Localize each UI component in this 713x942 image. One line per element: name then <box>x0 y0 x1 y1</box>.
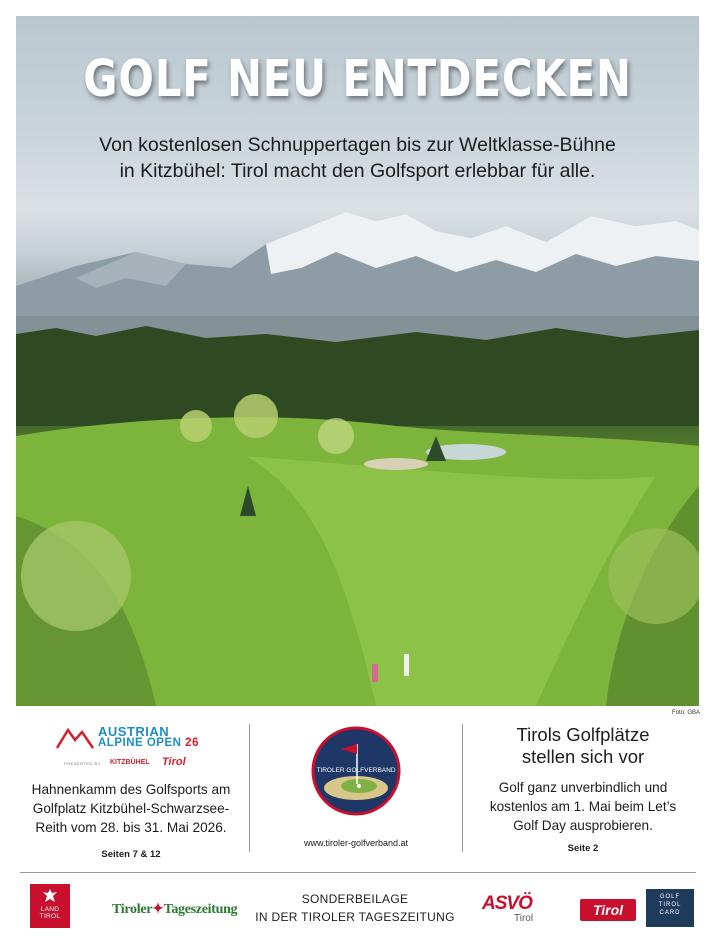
tirol-logo-small: Tirol <box>162 756 186 768</box>
right-page-reference: Seite 2 <box>567 843 599 854</box>
austrian-alpine-open-teaser <box>20 724 242 860</box>
left-description: Hahnenkamm des Golfsports am Golfplatz Kitzbühel-Schwarzsee- Reith vom 28. bis 31. Mai 2026. <box>31 782 231 835</box>
mountain-peaks-icon <box>56 726 94 750</box>
bunker <box>364 458 428 470</box>
column-divider-left <box>249 724 250 852</box>
presented-by-label: PRESENTED BY <box>64 761 101 766</box>
right-headline: Tirols Golfplätze stellen sich vor <box>516 724 650 767</box>
austrian-alpine-open-logo <box>56 724 206 754</box>
aao-logo-line2: ALPINE OPEN 26 <box>98 737 199 749</box>
golf-tirol-card-logo: GOLF TIROL CARD <box>646 889 694 927</box>
tgv-url[interactable]: www.tiroler-golfverband.at <box>303 838 409 848</box>
photo-credit: Foto: GBA <box>672 710 701 716</box>
forest <box>16 326 699 426</box>
hero-subtitle <box>76 132 639 184</box>
footer-divider <box>20 872 696 873</box>
eagle-icon <box>42 888 58 904</box>
eagle-dot-icon: ✦ <box>152 902 164 917</box>
aao-logo-line1: AUSTRIAN <box>98 724 170 739</box>
land-tirol-logo: LAND TIROL <box>30 884 70 928</box>
sonderbeilage-label: SONDERBEILAGE IN DER TIROLER TAGESZEITUNG <box>255 892 455 924</box>
asvo-tirol-logo: ASVÖ Tirol <box>482 893 534 924</box>
tirol-logo: Tirol <box>580 899 636 921</box>
kitzbuehel-logo: KITZBÜHEL <box>110 759 150 766</box>
column-divider-right <box>462 724 463 852</box>
hero-title: GOLF NEU ENTDECKEN <box>83 50 632 109</box>
tgv-logo-text: TIROLER GOLFVERBAND <box>316 767 396 774</box>
golf-landscape-illustration <box>16 16 699 706</box>
left-page-reference: Seiten 7 & 12 <box>101 849 161 860</box>
right-description: Golf ganz unverbindlich und kostenlos am 1. Mai beim Let’s Golf Day ausprobieren. <box>489 780 677 833</box>
presented-by-row <box>20 756 242 772</box>
hero-photo <box>16 16 699 706</box>
hero-subtitle-line1: Von kostenlosen Schnuppertagen bis zur Weltklasse-Bühne <box>99 134 616 156</box>
tiroler-golfverband-logo <box>311 726 401 816</box>
tiroler-golfverband-block <box>256 724 456 848</box>
tiroler-tageszeitung-logo: Tiroler✦Tageszeitung <box>112 902 238 917</box>
golfplaetze-teaser <box>470 724 696 854</box>
aao-logo-year: 26 <box>185 737 199 749</box>
hero-subtitle-line2: in Kitzbühel: Tirol macht den Golfsport erlebbar für alle. <box>119 160 596 182</box>
